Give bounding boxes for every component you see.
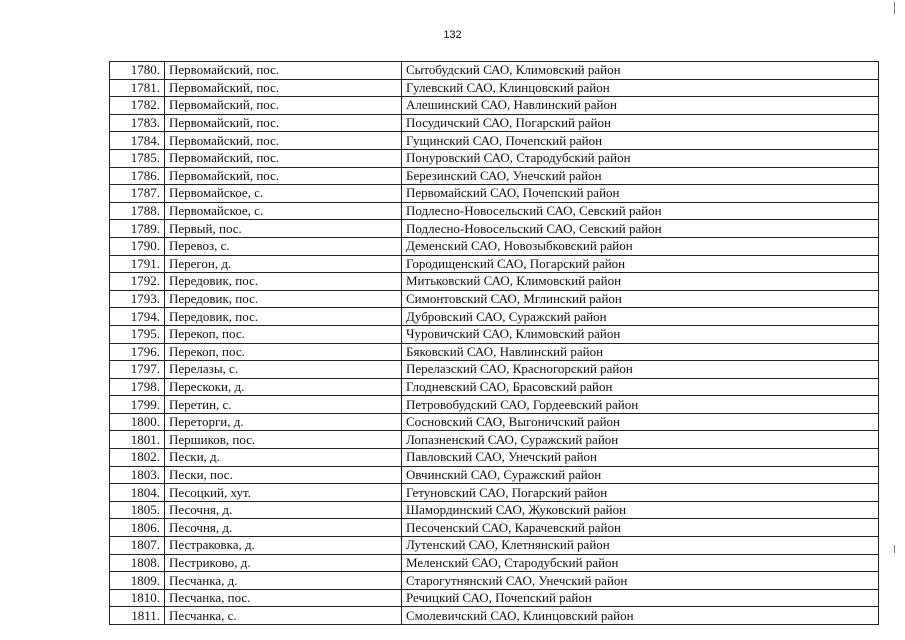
district-name: Алешинский САО, Навлинский район xyxy=(402,97,879,115)
row-number: 1794. xyxy=(110,308,165,326)
table-row xyxy=(110,202,879,220)
row-number: 1783. xyxy=(110,114,165,132)
row-number: 1801. xyxy=(110,431,165,449)
settlement-name: Песчанка, с. xyxy=(165,607,402,625)
settlement-name: Пестраковка, д. xyxy=(165,537,402,555)
settlement-name: Першиков, пос. xyxy=(165,431,402,449)
district-name: Павловский САО, Унечский район xyxy=(402,449,879,467)
settlement-name: Передовик, пос. xyxy=(165,308,402,326)
row-number: 1808. xyxy=(110,554,165,572)
table-row xyxy=(110,255,879,273)
table-row xyxy=(110,273,879,291)
row-number: 1810. xyxy=(110,589,165,607)
table-row xyxy=(110,519,879,537)
district-name: Меленский САО, Стародубский район xyxy=(402,554,879,572)
row-number: 1786. xyxy=(110,167,165,185)
district-name: Симонтовский САО, Мглинский район xyxy=(402,290,879,308)
table-row xyxy=(110,308,879,326)
table-row xyxy=(110,167,879,185)
settlement-name: Первомайский, пос. xyxy=(165,114,402,132)
table-row xyxy=(110,149,879,167)
page-number: 132 xyxy=(443,29,462,41)
table-row xyxy=(110,343,879,361)
row-number: 1790. xyxy=(110,237,165,255)
table-row xyxy=(110,325,879,343)
table-row xyxy=(110,431,879,449)
settlement-name: Перегон, д. xyxy=(165,255,402,273)
settlement-name: Песчанка, д. xyxy=(165,572,402,590)
district-name: Смолевичский САО, Клинцовский район xyxy=(402,607,879,625)
settlement-name: Первый, пос. xyxy=(165,220,402,238)
table-row xyxy=(110,114,879,132)
row-number: 1806. xyxy=(110,519,165,537)
district-name: Подлесно-Новосельский САО, Севский район xyxy=(402,220,879,238)
table-row xyxy=(110,572,879,590)
district-name: Глодневский САО, Брасовский район xyxy=(402,378,879,396)
settlement-name: Первомайский, пос. xyxy=(165,149,402,167)
table-row xyxy=(110,607,879,625)
district-name: Понуровский САО, Стародубский район xyxy=(402,149,879,167)
table-row xyxy=(110,554,879,572)
row-number: 1795. xyxy=(110,325,165,343)
table-row xyxy=(110,97,879,115)
district-name: Гетуновский САО, Погарский район xyxy=(402,484,879,502)
district-name: Перелазский САО, Красногорский район xyxy=(402,361,879,379)
district-name: Сытобудский САО, Климовский район xyxy=(402,62,879,80)
table-row xyxy=(110,396,879,414)
settlement-name: Перевоз, с. xyxy=(165,237,402,255)
settlement-name: Перелазы, с. xyxy=(165,361,402,379)
district-name: Песоченский САО, Карачевский район xyxy=(402,519,879,537)
settlement-name: Первомайский, пос. xyxy=(165,167,402,185)
row-number: 1785. xyxy=(110,149,165,167)
row-number: 1782. xyxy=(110,97,165,115)
row-number: 1804. xyxy=(110,484,165,502)
district-name: Лутенский САО, Клетнянский район xyxy=(402,537,879,555)
district-name: Гулевский САО, Клинцовский район xyxy=(402,79,879,97)
district-name: Овчинский САО, Суражский район xyxy=(402,466,879,484)
settlement-name: Передовик, пос. xyxy=(165,290,402,308)
row-number: 1780. xyxy=(110,62,165,80)
row-number: 1792. xyxy=(110,273,165,291)
settlement-name: Песоцкий, хут. xyxy=(165,484,402,502)
row-number: 1789. xyxy=(110,220,165,238)
table-row xyxy=(110,62,879,80)
table-row xyxy=(110,589,879,607)
district-name: Старогутнянский САО, Унечский район xyxy=(402,572,879,590)
settlement-name: Первомайский, пос. xyxy=(165,79,402,97)
settlement-name: Перескоки, д. xyxy=(165,378,402,396)
district-name: Петровобудский САО, Гордеевский район xyxy=(402,396,879,414)
table-row xyxy=(110,185,879,203)
settlement-name: Первомайский, пос. xyxy=(165,97,402,115)
table-body xyxy=(110,62,879,625)
settlement-name: Пестриково, д. xyxy=(165,554,402,572)
table-row xyxy=(110,132,879,150)
district-name: Шамординский САО, Жуковский район xyxy=(402,501,879,519)
district-name: Дубровский САО, Суражский район xyxy=(402,308,879,326)
settlement-name: Переторги, д. xyxy=(165,413,402,431)
scan-edge-mark xyxy=(894,545,895,553)
district-name: Городищенский САО, Погарский район xyxy=(402,255,879,273)
row-number: 1807. xyxy=(110,537,165,555)
settlement-name: Первомайское, с. xyxy=(165,202,402,220)
district-name: Первомайский САО, Почепский район xyxy=(402,185,879,203)
district-name: Речицкий САО, Почепский район xyxy=(402,589,879,607)
row-number: 1797. xyxy=(110,361,165,379)
row-number: 1800. xyxy=(110,413,165,431)
settlement-name: Пески, пос. xyxy=(165,466,402,484)
table-row xyxy=(110,79,879,97)
settlement-name: Первомайский, пос. xyxy=(165,62,402,80)
district-name: Сосновский САО, Выгоничский район xyxy=(402,413,879,431)
row-number: 1809. xyxy=(110,572,165,590)
settlement-name: Песочня, д. xyxy=(165,501,402,519)
settlement-name: Первомайское, с. xyxy=(165,185,402,203)
row-number: 1784. xyxy=(110,132,165,150)
row-number: 1788. xyxy=(110,202,165,220)
row-number: 1799. xyxy=(110,396,165,414)
row-number: 1793. xyxy=(110,290,165,308)
district-name: Лопазненский САО, Суражский район xyxy=(402,431,879,449)
table-row xyxy=(110,290,879,308)
row-number: 1811. xyxy=(110,607,165,625)
table-row xyxy=(110,484,879,502)
scan-edge-mark xyxy=(894,2,895,14)
row-number: 1805. xyxy=(110,501,165,519)
district-name: Деменский САО, Новозыбковский район xyxy=(402,237,879,255)
row-number: 1798. xyxy=(110,378,165,396)
row-number: 1803. xyxy=(110,466,165,484)
district-name: Гущинский САО, Почепский район xyxy=(402,132,879,150)
settlement-name: Перетин, с. xyxy=(165,396,402,414)
table-row xyxy=(110,537,879,555)
settlements-table xyxy=(109,61,879,625)
district-name: Бяковский САО, Навлинский район xyxy=(402,343,879,361)
table-row xyxy=(110,237,879,255)
settlement-name: Передовик, пос. xyxy=(165,273,402,291)
settlement-name: Песочня, д. xyxy=(165,519,402,537)
district-name: Чуровичский САО, Климовский район xyxy=(402,325,879,343)
table-row xyxy=(110,466,879,484)
district-name: Березинский САО, Унечский район xyxy=(402,167,879,185)
settlement-name: Перекоп, пос. xyxy=(165,325,402,343)
row-number: 1791. xyxy=(110,255,165,273)
settlement-name: Первомайский, пос. xyxy=(165,132,402,150)
row-number: 1802. xyxy=(110,449,165,467)
table-row xyxy=(110,413,879,431)
row-number: 1781. xyxy=(110,79,165,97)
table-row xyxy=(110,220,879,238)
settlement-name: Пески, д. xyxy=(165,449,402,467)
row-number: 1787. xyxy=(110,185,165,203)
settlement-name: Песчанка, пос. xyxy=(165,589,402,607)
district-name: Посудичский САО, Погарский район xyxy=(402,114,879,132)
district-name: Подлесно-Новосельский САО, Севский район xyxy=(402,202,879,220)
table-row xyxy=(110,501,879,519)
row-number: 1796. xyxy=(110,343,165,361)
table-row xyxy=(110,449,879,467)
settlement-name: Перекоп, пос. xyxy=(165,343,402,361)
table-row xyxy=(110,378,879,396)
table-row xyxy=(110,361,879,379)
district-name: Митьковский САО, Климовский район xyxy=(402,273,879,291)
